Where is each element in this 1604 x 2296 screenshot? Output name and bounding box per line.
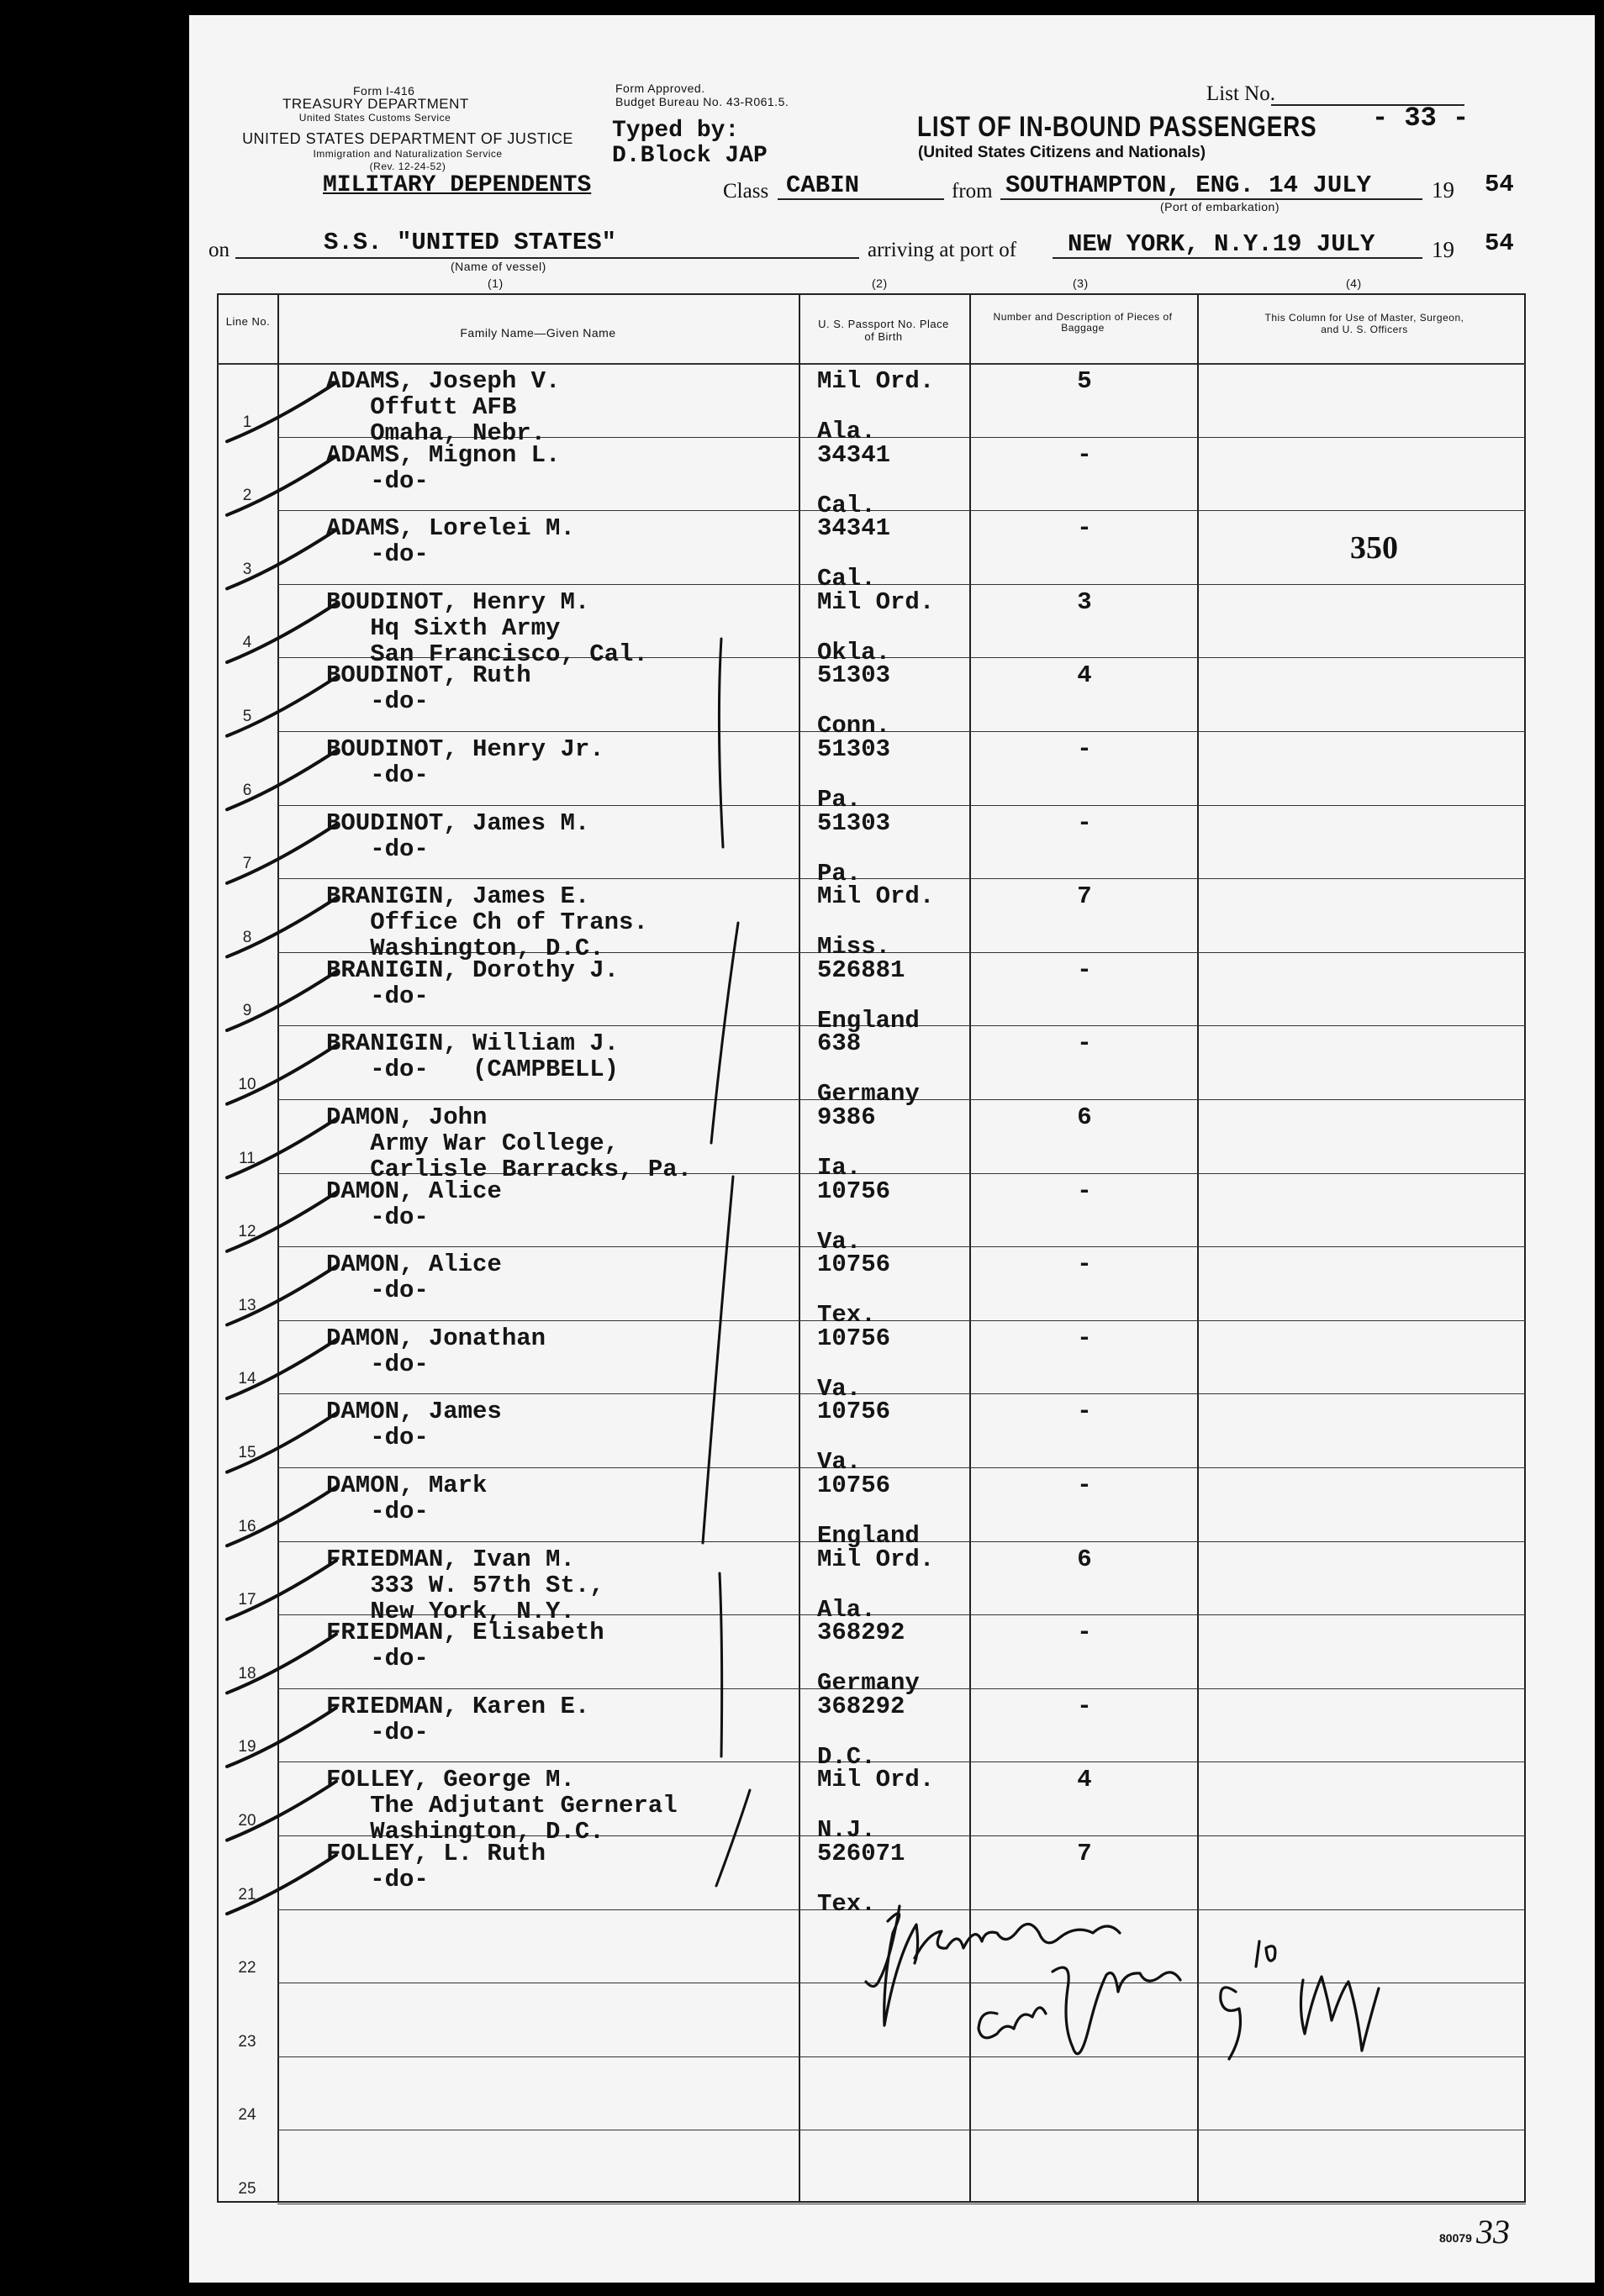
line-number: 25 [238,2180,256,2198]
treasury-dept: TREASURY DEPARTMENT [282,96,469,112]
line-number: 24 [238,2106,256,2124]
from-label: from [952,180,993,203]
check-mark [227,898,336,956]
baggage-count: - [1077,809,1092,837]
check-mark [227,677,336,736]
bracket-mark [719,639,723,847]
check-mark [227,972,336,1030]
birth-place: Tex. [817,1301,876,1329]
check-mark [227,1045,336,1104]
form-number: Form I-416 [353,84,415,97]
passenger-name: DAMON, John Army War College, Carlisle Barracks, Pa. [326,1103,693,1183]
birth-place: Va. [817,1448,862,1476]
line-number: 19 [238,1738,256,1756]
baggage-count: 5 [1077,367,1092,395]
baggage-count: 3 [1077,588,1092,616]
passport-number: 10756 [817,1324,891,1352]
check-mark [227,1119,336,1177]
passenger-name: DAMON, Jonathan -do- [326,1324,546,1378]
justice-dept: UNITED STATES DEPARTMENT OF JUSTICE [242,130,573,147]
port-embark-caption: (Port of embarkation) [1160,200,1280,213]
passenger-name: FRIEDMAN, Karen E. -do- [326,1693,590,1746]
passport-number: Mil Ord. [817,367,935,395]
line-number: 18 [238,1665,256,1683]
passenger-name: DAMON, Mark -do- [326,1472,488,1525]
signature [866,1906,1379,2059]
document-subtitle: (United States Citizens and Nationals) [918,144,1206,161]
check-mark [227,1561,336,1619]
typed-by-label: Typed by: [612,118,740,144]
passenger-name: BOUDINOT, James M. -do- [326,809,590,863]
category: MILITARY DEPENDENTS [323,172,592,198]
line-number: 12 [238,1223,256,1240]
line-number: 21 [238,1886,256,1904]
line-number: 16 [238,1518,256,1535]
baggage-count: 7 [1077,882,1092,910]
passport-number: 526881 [817,956,905,984]
birth-place: Cal. [817,492,876,519]
line-number: 20 [238,1812,256,1830]
line-number: 9 [242,1002,252,1019]
from-year: 54 [1485,171,1514,198]
vessel-caption: (Name of vessel) [451,260,546,273]
passport-number: 34341 [817,441,891,469]
check-mark [227,824,336,883]
baggage-count: - [1077,1398,1092,1425]
form-code: 80079 [1439,2231,1472,2245]
customs-service: United States Customs Service [298,112,451,124]
arriving-label: arriving at port of [868,239,1017,261]
line-number: 5 [242,708,252,725]
passenger-name: BRANIGIN, Dorothy J. -do- [326,956,620,1010]
check-mark [227,1193,336,1251]
col-num-1: (1) [488,276,504,290]
check-mark [227,1634,336,1693]
col-num-2: (2) [872,276,888,290]
passport-number: 9386 [817,1103,876,1131]
passport-number: Mil Ord. [817,1766,935,1793]
birth-place: England [817,1007,920,1035]
from-year-prefix: 19 [1432,177,1454,203]
passenger-name: BOUDINOT, Henry M. Hq Sixth Army San Francisco, Cal. [326,588,648,668]
baggage-count: 4 [1077,661,1092,689]
check-mark [227,1487,336,1546]
passenger-name: ADAMS, Joseph V. Offutt AFB Omaha, Nebr. [326,367,561,447]
arrival: NEW YORK, N.Y.19 JULY [1068,230,1375,258]
baggage-count: 6 [1077,1103,1092,1131]
passenger-name: FRIEDMAN, Elisabeth -do- [326,1619,604,1672]
typed-by: D.Block JAP [612,143,768,169]
passenger-name: DAMON, James -do- [326,1398,502,1451]
passport-number: 368292 [817,1619,905,1646]
budget-bureau: Budget Bureau No. 43-R061.5. [615,95,789,108]
birth-place: Okla. [817,639,891,666]
check-mark [227,1340,336,1398]
bracket-mark [716,1790,750,1886]
line-number: 11 [239,1150,256,1167]
col-num-3: (3) [1073,276,1089,290]
birth-place: Va. [817,1228,862,1256]
birth-place: Ala. [817,1596,876,1624]
passenger-name: BRANIGIN, William J. -do- (CAMPBELL) [326,1030,620,1083]
check-mark [227,456,336,515]
passenger-name: ADAMS, Mignon L. -do- [326,441,561,495]
line-number: 2 [242,487,252,504]
list-no-label: List No. [1206,82,1275,105]
birth-place: Ala. [817,418,876,445]
passenger-name: FOLLEY, L. Ruth -do- [326,1840,546,1893]
col-header-baggage: Number and Description of Pieces of Baggage [993,311,1173,334]
passenger-name: ADAMS, Lorelei M. -do- [326,514,575,568]
birth-place: Ia. [817,1154,862,1182]
birth-place: D.C. [817,1743,876,1771]
line-number: 4 [242,634,252,651]
line-number: 15 [238,1444,256,1461]
passport-number: 10756 [817,1177,891,1205]
passport-number: Mil Ord. [817,588,935,616]
revision: (Rev. 12-24-52) [369,161,446,172]
passport-number: 368292 [817,1693,905,1720]
vessel-name: S.S. "UNITED STATES" [324,229,617,256]
birth-place: Va. [817,1375,862,1403]
check-mark [227,1708,336,1767]
birth-place: Miss. [817,933,891,961]
birth-place: Conn. [817,712,891,740]
baggage-count: 7 [1077,1840,1092,1867]
passenger-name: FOLLEY, George M. The Adjutant Gerneral Washington, D.C. [326,1766,678,1846]
check-mark [227,382,336,441]
line-number: 8 [242,929,252,946]
baggage-count: 4 [1077,1766,1092,1793]
passport-number: 638 [817,1030,862,1057]
passenger-name: DAMON, Alice -do- [326,1177,502,1231]
birth-place: Pa. [817,860,862,887]
line-number: 22 [238,1959,256,1977]
line-number: 23 [238,2033,256,2051]
col-header-officers: This Column for Use of Master, Surgeon, and U. S. Officers [1264,312,1464,335]
birth-place: Tex. [817,1890,876,1918]
passport-number: 51303 [817,735,891,763]
passenger-name: BOUDINOT, Henry Jr. -do- [326,735,604,789]
birth-place: Cal. [817,565,876,592]
baggage-count: - [1077,1177,1092,1205]
class-label: Class [723,180,769,203]
baggage-count: - [1077,1030,1092,1057]
passport-number: 51303 [817,661,891,689]
passport-number: 10756 [817,1398,891,1425]
baggage-count: - [1077,1472,1092,1499]
col-header-name: Family Name—Given Name [460,326,616,340]
passport-number: 34341 [817,514,891,542]
line-number: 13 [238,1297,256,1314]
passenger-name: BRANIGIN, James E. Office Ch of Trans. Washington, D.C. [326,882,648,962]
passenger-name: BOUDINOT, Ruth -do- [326,661,531,715]
on-label: on [208,239,230,261]
baggage-count: - [1077,514,1092,542]
birth-place: N.J. [817,1816,876,1844]
col-num-4: (4) [1346,276,1362,290]
line-number: 10 [238,1076,256,1093]
birth-place: England [817,1522,920,1550]
embarkation: SOUTHAMPTON, ENG. 14 JULY [1005,171,1372,199]
passport-number: Mil Ord. [817,1546,935,1573]
form-approved: Form Approved. [615,82,705,95]
col-header-line: Line No. [225,315,271,328]
line-number: 14 [238,1370,256,1388]
check-mark [227,1855,336,1914]
passport-number: 51303 [817,809,891,837]
check-mark [227,750,336,809]
check-mark [227,603,336,662]
line-number: 17 [238,1591,256,1609]
line-number: 1 [242,413,252,431]
baggage-count: - [1077,1324,1092,1352]
arrival-year-prefix: 19 [1432,237,1454,262]
bracket-mark [703,1177,733,1543]
travel-class: CABIN [786,171,860,199]
officer-note: 350 [1350,530,1398,566]
birth-place: Germany [817,1669,920,1697]
passenger-name: FRIEDMAN, Ivan M. 333 W. 57th St., New York, N.Y. [326,1546,604,1625]
birth-place: Pa. [817,786,862,814]
bracket-mark [720,1573,722,1756]
passport-number: 526071 [817,1840,905,1867]
document-title: LIST OF IN-BOUND PASSENGERS [917,111,1317,143]
arrival-year: 54 [1485,229,1514,257]
baggage-count: - [1077,441,1092,469]
baggage-count: 6 [1077,1546,1092,1573]
check-mark [227,1782,336,1840]
list-number: - 33 - [1372,103,1469,134]
baggage-count: - [1077,1251,1092,1278]
bracket-mark [711,923,738,1143]
baggage-count: - [1077,956,1092,984]
check-mark [227,1266,336,1324]
line-number: 7 [242,855,252,872]
line-number: 3 [242,561,252,578]
check-mark [227,1414,336,1472]
baggage-count: - [1077,1693,1092,1720]
check-mark [227,529,336,588]
col-header-passport: U. S. Passport No. Place of Birth [818,318,949,343]
passport-number: 10756 [817,1251,891,1278]
passenger-name: DAMON, Alice -do- [326,1251,502,1304]
page-number: 33 [1476,2213,1510,2251]
baggage-count: - [1077,735,1092,763]
baggage-count: - [1077,1619,1092,1646]
birth-place: Germany [817,1080,920,1108]
ins-service: Immigration and Naturalization Service [313,148,503,160]
passport-number: 10756 [817,1472,891,1499]
line-number: 6 [242,782,252,799]
passport-number: Mil Ord. [817,882,935,910]
